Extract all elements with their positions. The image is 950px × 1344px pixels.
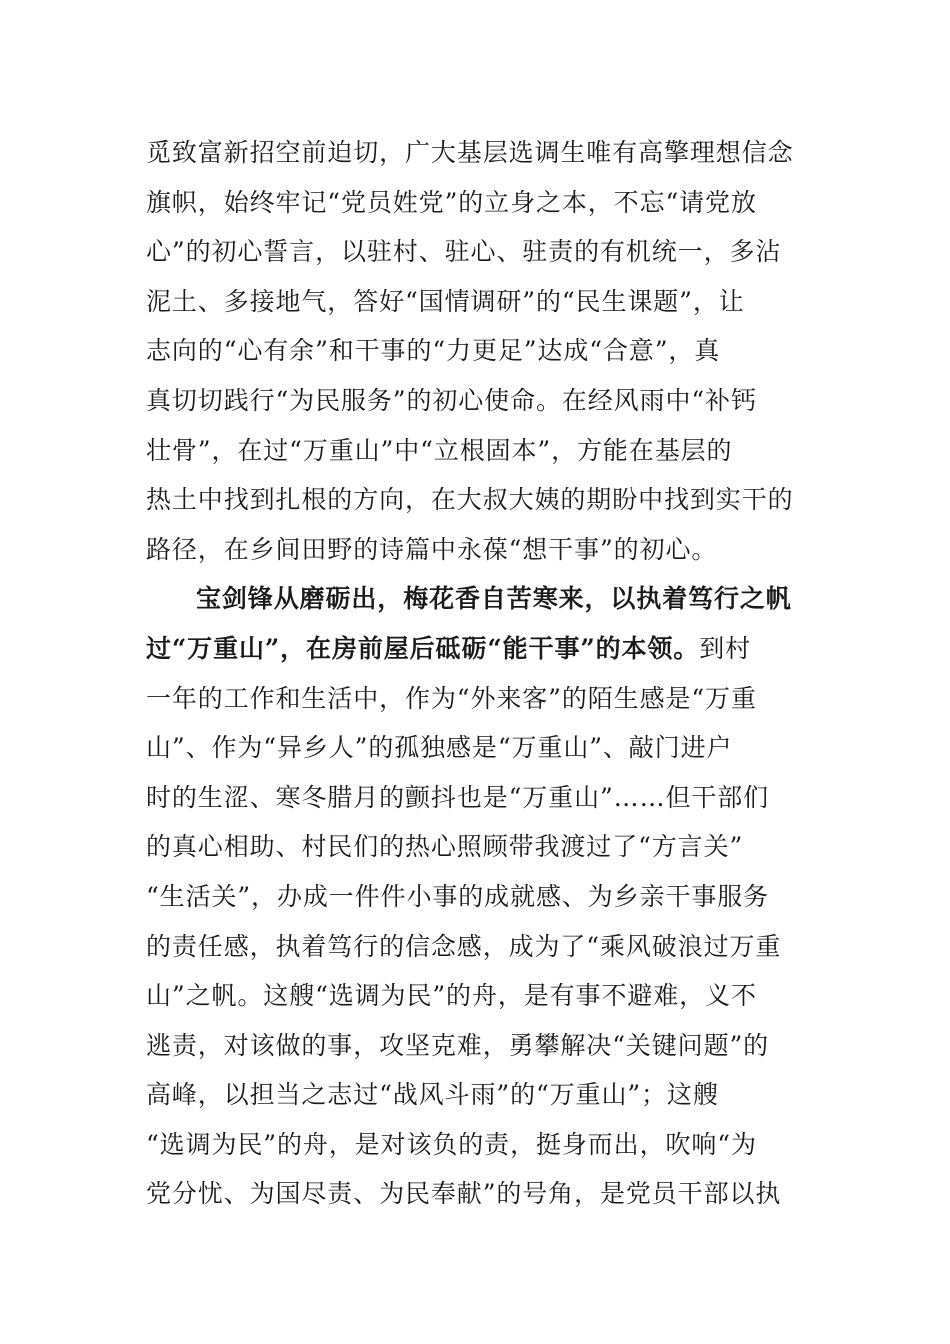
text-line: 泥土、多接地气，答好“国情调研”的“民生课题”，让 xyxy=(146,286,745,316)
text-line: 时的生涩、寒冬腊月的颤抖也是“万重山”……但干部们 xyxy=(146,782,770,812)
text-line: 逃责，对该做的事，攻坚克难，勇攀解决“关键问题”的 xyxy=(146,1030,770,1060)
text-line: 一年的工作和生活中，作为“外来客”的陌生感是“万重 xyxy=(146,683,757,713)
text-line: 山”之帆。这艘“选调为民”的舟，是有事不避难，义不 xyxy=(146,981,757,1011)
text-line: “选调为民”的舟，是对该负的责，挺身而出，吹响“为 xyxy=(146,1129,757,1159)
section-heading-continuation xyxy=(146,624,786,674)
text-line: 觅致富新招空前迫切，广大基层选调生唯有高擎理想信念 xyxy=(146,138,794,167)
section-heading-rest-text: 到村 xyxy=(699,633,752,663)
text-line: 的责任感，执着笃行的信念感，成为了“乘风破浪过万重 xyxy=(146,931,782,961)
document-body xyxy=(146,128,794,1219)
text-line: 高峰，以担当之志过“战风斗雨”的“万重山”；这艘 xyxy=(146,1080,719,1110)
text-line: 心”的初心誓言，以驻村、驻心、驻责的有机统一，多沾 xyxy=(146,237,782,267)
text-line: 志向的“心有余”和干事的“力更足”达成“合意”，真 xyxy=(146,336,721,366)
text-line: 真切切践行“为民服务”的初心使命。在经风雨中“补钙 xyxy=(146,385,757,415)
text-line: 路径，在乡间田野的诗篇中永葆“想干事”的初心。 xyxy=(146,534,718,564)
text-line: 热土中找到扎根的方向，在大叔大姨的期盼中找到实干的 xyxy=(146,485,794,515)
text-line: 壮骨”，在过“万重山”中“立根固本”，方能在基层的 xyxy=(146,435,733,465)
section-heading-bold-text: 过“万重山”，在房前屋后砥砺“能干事”的本领。 xyxy=(146,633,700,663)
text-line: 旗帜，始终牢记“党员姓党”的立身之本，不忘“请党放 xyxy=(146,187,757,217)
section-heading-line: 宝剑锋从磨砺出，梅花香自苦寒来，以执着笃行之帆 xyxy=(196,584,792,614)
text-line: 党分忧、为国尽责、为民奉献”的号角，是党员干部以执 xyxy=(146,1179,782,1209)
text-line: 的真心相助、村民们的热心照顾带我渡过了“方言关” xyxy=(146,832,744,862)
text-line: “生活关”，办成一件件小事的成就感、为乡亲干事服务 xyxy=(146,881,770,911)
text-line: 山”、作为“异乡人”的孤独感是“万重山”、敲门进户 xyxy=(146,733,733,763)
